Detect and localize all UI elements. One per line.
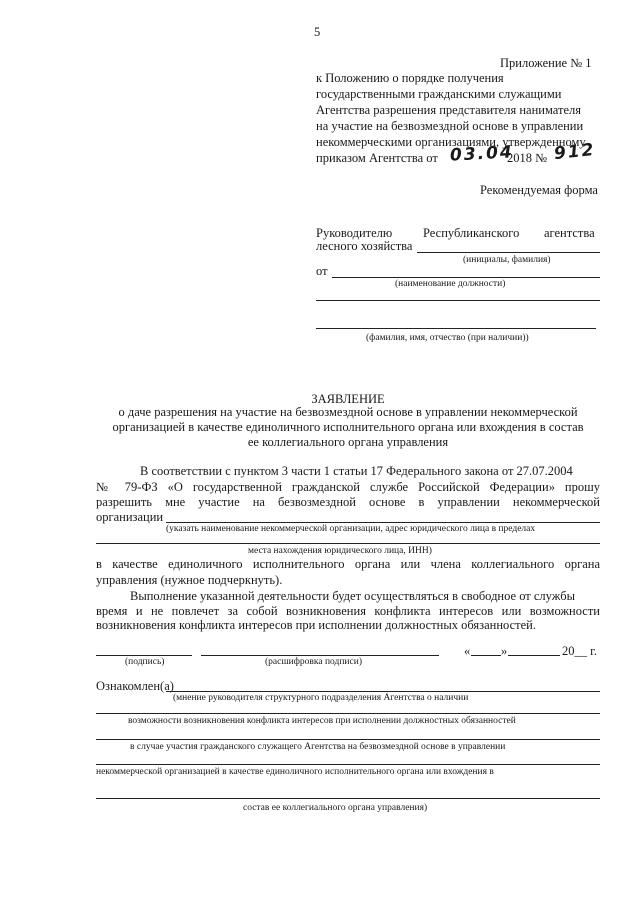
date-open: «	[464, 644, 471, 658]
body-line: управления (нужное подчеркнуть).	[96, 573, 283, 587]
caption-opinion: в случае участия гражданского служащего Агентства на безвозмездной основе в управлении	[130, 742, 506, 752]
position-line-2[interactable]	[316, 300, 600, 301]
caption-initials: (инициалы, фамилия)	[463, 255, 551, 265]
appendix-line: государственными гражданскими служащими	[316, 87, 562, 101]
opinion-line-3[interactable]	[96, 739, 600, 740]
statement-subtitle: организацией в качестве единоличного исполнительного органа или вхождения в состав	[112, 420, 584, 434]
page-number: 5	[314, 25, 321, 39]
caption-opinion: возможности возникновения конфликта интересов при исполнении должностных обязанностей	[128, 716, 516, 726]
caption-signature: (подпись)	[125, 657, 165, 667]
opinion-line-5[interactable]	[96, 798, 600, 799]
appendix-line: на участие на безвозмездной основе в управлении	[316, 119, 584, 133]
body-line: № 79-ФЗ «О государственной гражданской службе Российской Федерации» прошу	[96, 480, 600, 494]
org-line-2[interactable]	[96, 543, 600, 544]
body-line: в качестве единоличного исполнительного органа или члена коллегиального органа	[96, 557, 600, 571]
initials-line[interactable]	[417, 252, 600, 253]
date-day-line[interactable]	[471, 655, 501, 656]
date-month-line[interactable]	[508, 655, 560, 656]
date-close: »	[501, 644, 508, 658]
statement-title: ЗАЯВЛЕНИЕ	[311, 392, 385, 406]
to-word: Республиканского	[423, 226, 520, 240]
to-word: Руководителю	[316, 226, 393, 240]
order-prefix: приказом Агентства от	[316, 151, 438, 165]
caption-org: места нахождения юридического лица, ИНН)	[248, 546, 432, 556]
body-line: В соответствии с пунктом 3 части 1 статьи 17 Федерального закона от 27.07.2004	[140, 464, 573, 478]
appendix-line: к Положению о порядке получения	[316, 71, 504, 85]
to-word: агентства	[544, 226, 595, 240]
caption-position: (наименование должности)	[395, 279, 506, 289]
from-label: от	[316, 264, 328, 278]
order-year: 2018 №	[507, 151, 548, 165]
appendix-line: некоммерческими организациями, утвержденному	[316, 135, 586, 149]
caption-opinion: состав ее коллегиального органа управления)	[243, 803, 428, 813]
order-number-handwritten: 912	[553, 139, 597, 165]
body-line: возникновения конфликта интересов при исполнении должностных обязанностей.	[96, 618, 536, 632]
acknowledged-label: Ознакомлен(а)	[96, 679, 174, 693]
appendix-line: Агентства разрешения представителя нанимателя	[316, 103, 581, 117]
caption-opinion: некоммерческой организацией в качестве единоличного исполнительного органа или вхождения в	[96, 767, 494, 777]
fio-line[interactable]	[316, 328, 596, 329]
statement-subtitle: о даче разрешения на участие на безвозмездной основе в управлении некоммерческой	[118, 405, 578, 419]
caption-org: (указать наименование некоммерческой организации, адрес юридического лица в пределах	[166, 524, 536, 534]
body-line: Выполнение указанной деятельности будет осуществляться в свободное от службы	[130, 589, 575, 603]
body-line: организации	[96, 510, 164, 524]
recommended-form: Рекомендуемая форма	[480, 183, 598, 197]
appendix-title: Приложение № 1	[500, 56, 592, 70]
order-date-handwritten: 03.04	[449, 142, 515, 166]
body-line: разрешить мне участие на безвозмездной основе в управлении некоммерческой	[96, 495, 600, 509]
opinion-line-4[interactable]	[96, 764, 600, 765]
caption-fio: (фамилия, имя, отчество (при наличии))	[366, 333, 529, 343]
statement-subtitle: ее коллегиального органа управления	[247, 435, 449, 449]
date-year: 20__ г.	[562, 644, 597, 658]
body-line: время и не повлечет за собой возникновения конфликта интересов или возможности	[96, 604, 600, 618]
caption-decode: (расшифровка подписи)	[265, 657, 362, 667]
to-line2: лесного хозяйства	[316, 239, 413, 253]
caption-opinion: (мнение руководителя структурного подразделения Агентства о наличии	[173, 693, 469, 703]
opinion-line-2[interactable]	[96, 713, 600, 714]
